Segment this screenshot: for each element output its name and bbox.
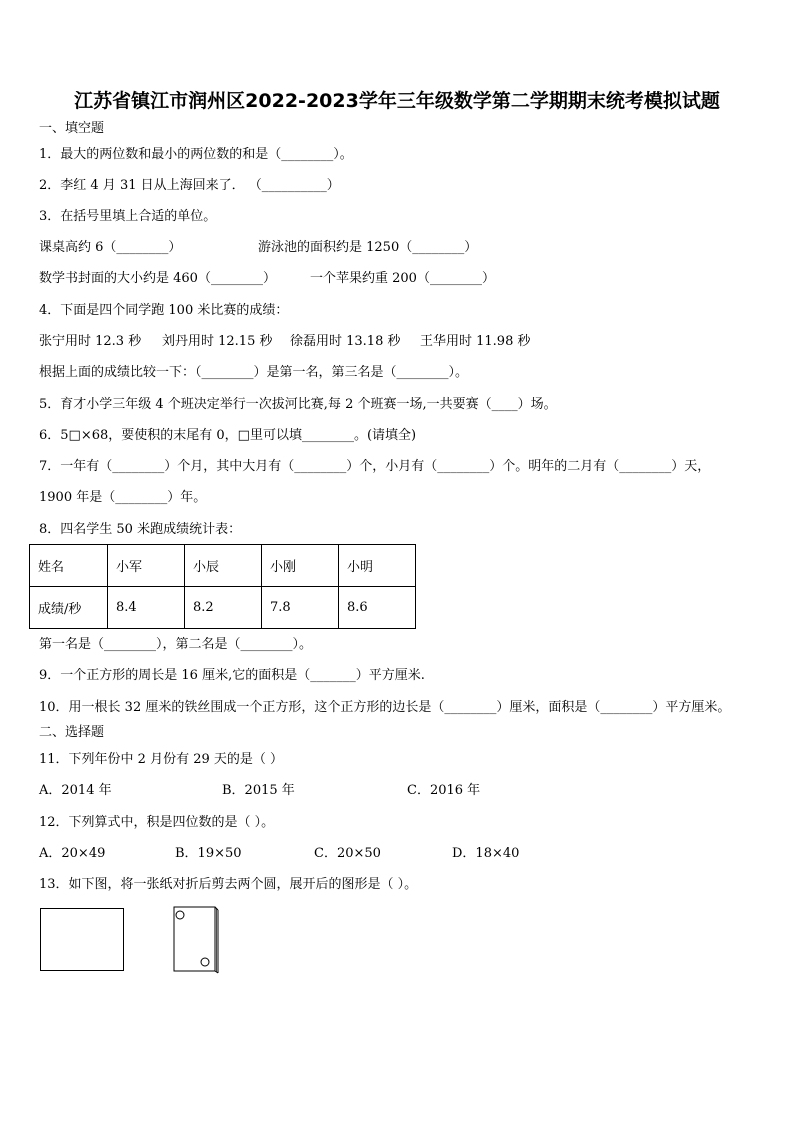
question-3-c: 数学书封面的大小约是 460（________） xyxy=(39,271,276,286)
option-c: C．20×50 xyxy=(314,846,381,861)
folded-paper-figure xyxy=(170,906,222,974)
question-3: 3．在括号里填上合适的单位。 xyxy=(39,209,217,224)
table-cell: 8.4 xyxy=(108,587,185,629)
option-b: B．19×50 xyxy=(175,846,242,861)
page-title: 江苏省镇江市润州区2022-2023学年三年级数学第二学期期末统考模拟试题 xyxy=(74,90,720,112)
option-b: B．2015 年 xyxy=(222,783,295,798)
question-4-b: 根据上面的成绩比较一下：（________）是第一名，第三名是（________）。 xyxy=(39,365,469,380)
question-12: 12．下列算式中，积是四位数的是（ ）。 xyxy=(39,815,275,830)
option-d: D．18×40 xyxy=(452,846,520,861)
question-11: 11．下列年份中 2 月份有 29 天的是（ ） xyxy=(39,752,284,767)
question-8: 8．四名学生 50 米跑成绩统计表： xyxy=(39,522,242,537)
table-cell: 8.2 xyxy=(185,587,262,629)
table-cell: 7.8 xyxy=(262,587,339,629)
score-table xyxy=(29,544,416,629)
question-1: 1．最大的两位数和最小的两位数的和是（________）。 xyxy=(39,147,353,162)
question-9: 9．一个正方形的周长是 16 厘米,它的面积是（_______）平方厘米. xyxy=(39,668,425,683)
table-cell: 小明 xyxy=(339,545,416,587)
question-3-a: 课桌高约 6（________） xyxy=(39,240,182,255)
section-choice: 二、选择题 xyxy=(39,725,105,740)
question-7-b: 1900 年是（________）年。 xyxy=(39,490,207,505)
table-row xyxy=(30,587,416,629)
question-3-d: 一个苹果约重 200（________） xyxy=(310,271,495,286)
question-5: 5．育才小学三年级 4 个班决定举行一次拔河比赛,每 2 个班赛一场,一共要赛（____）场。 xyxy=(39,397,557,412)
question-2: 2．李红 4 月 31 日从上海回来了． （__________） xyxy=(39,178,340,193)
table-cell: 小军 xyxy=(108,545,185,587)
table-cell: 小辰 xyxy=(185,545,262,587)
section-fill-blank: 一、填空题 xyxy=(39,121,105,136)
question-8-b: 第一名是（________），第二名是（________）。 xyxy=(39,637,313,652)
table-header-row xyxy=(30,545,416,587)
runner-3: 徐磊用时 13.18 秒 xyxy=(290,334,401,349)
table-cell: 姓名 xyxy=(30,545,108,587)
question-4: 4．下面是四个同学跑 100 米比赛的成绩： xyxy=(39,303,289,318)
option-a: A．20×49 xyxy=(39,846,106,861)
paper-figure xyxy=(40,908,124,971)
option-a: A．2014 年 xyxy=(39,783,112,798)
question-3-b: 游泳池的面积约是 1250（________） xyxy=(258,240,478,255)
runner-4: 王华用时 11.98 秒 xyxy=(420,334,531,349)
question-10: 10．用一根长 32 厘米的铁丝围成一个正方形，这个正方形的边长是（________）厘米，面积是（________）平方厘米。 xyxy=(39,700,731,715)
question-7: 7．一年有（________）个月，其中大月有（________）个，小月有（________）个。明年的二月有（________）天， xyxy=(39,459,711,474)
table-cell: 成绩/秒 xyxy=(30,587,108,629)
option-c: C．2016 年 xyxy=(407,783,481,798)
question-13: 13．如下图，将一张纸对折后剪去两个圆，展开后的图形是（ ）。 xyxy=(39,877,418,892)
table-cell: 小刚 xyxy=(262,545,339,587)
question-6: 6．5□×68，要使积的末尾有 0，□里可以填________。(请填全) xyxy=(39,428,417,443)
runner-2: 刘丹用时 12.15 秒 xyxy=(162,334,273,349)
table-cell: 8.6 xyxy=(339,587,416,629)
runner-1: 张宁用时 12.3 秒 xyxy=(39,334,142,349)
